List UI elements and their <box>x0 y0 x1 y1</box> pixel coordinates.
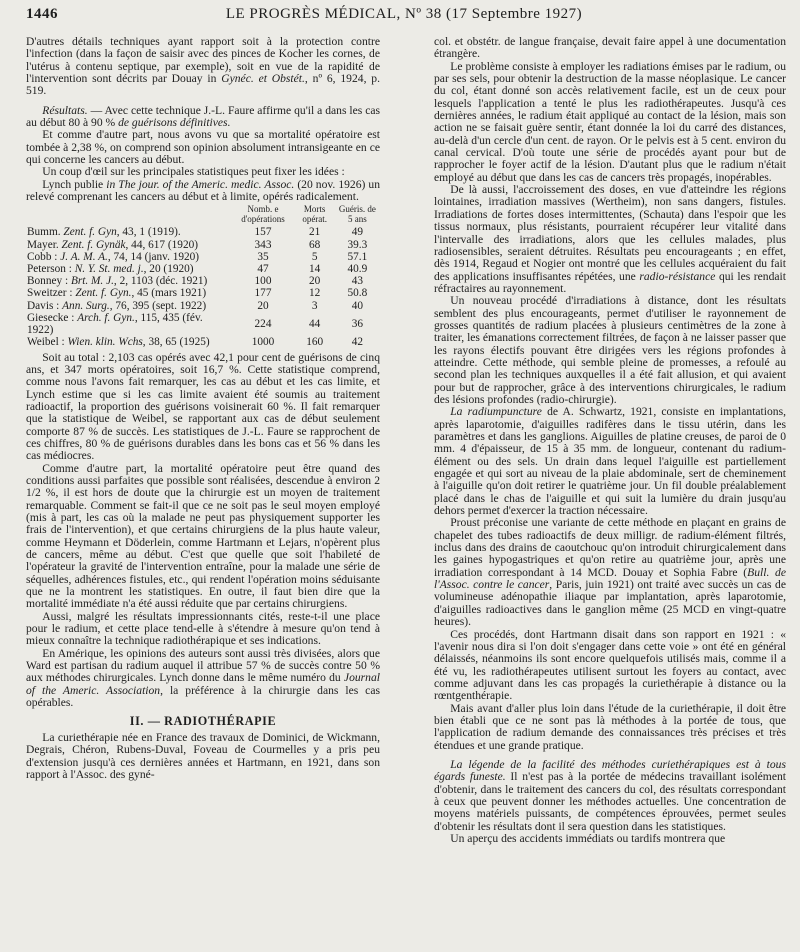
paragraph: Proust préconise une variante de cette méthode en plaçant en grains de chapelet des tubes radioactifs de deux milligr. de radium-élément filtrés, inclus dans des drains de caoutchouc qu'on introduit chirurgicalement dans les gaines hypogastriques et qu'on retire au quatrième jour, après une irradiation correspondant à 14 MCD. Douay et Sophia Fabre (Bull. de l'Assoc. contre le cancer, Paris, juin 1921) ont traité avec succès un cas de volumineuse adénopathie iliaque par implantation, après laparotomie, d'aiguilles radioactives dans le ganglion même (25 MCD en vingt-quatre heures). <box>434 516 786 629</box>
table-row <box>26 287 380 299</box>
paragraph: Lynch publie in The jour. of the Americ. medic. Assoc. (20 nov. 1926) un relevé comprenant les cancers au début et à limite, opérés radicalement. <box>26 177 380 204</box>
paragraph: Un coup d'œil sur les principales statistiques peut fixer les idées : <box>42 165 345 179</box>
cures-cell: 42 <box>351 336 363 349</box>
paragraph: Un nouveau procédé d'irradiations à distance, dont les résultats semblent des plus encourageants, permet d'utiliser le rayonnement de grosses quantités de radium placées à plusieurs centimètres de la zone à traiter, les émanations correctement filtrées, de façon à ne laisser passer que les rayons électifs pouvant être dirigées vers les régions profondes à atteindre. Cette méthode, qui semble pleine de promesses, a refoulé au second plan les techniques auxquelles il a été fait allusion, et qui avaient pour but de rapprocher, grâce à des interventions chirurgicales, le radium des lésions profondes (radio-chirurgie). <box>434 294 786 406</box>
reference-cell: Peterson : N. Y. St. med. j., 20 (1920) <box>27 263 194 276</box>
cures-cell: 43 <box>351 275 363 288</box>
paragraph: Comme d'autre part, la mortalité opératoire peut être quand des conditions aussi parfaites que possible sont réalisées, descendue à environ 2 1/2 %, il est hors de doute que la chirurgie est un moyen de traitement remarquable. Comment se fait-il que ce ne soit pas le seul moyen employé (mis à part, les cas où la malade ne peut pas physiquement supporter les frais de l'intervention), et que certains chirurgiens de la plus haute valeur, comme Heymann et Döderlein, comme Hartmann et Lejars, n'opèrent plus de cancers, même au début. C'est que quelle que soit l'habileté de l'opérateur la gravité de l'intervention entraîne, pour la malade une série de séquelles, adhérences fistules, etc., qui rendent l'opération moins séduisante que ne la montrent les statistiques. En outre, il faut bien dire que la mortalité immédiate n'a été aussi réduite que par certains chirurgiens. <box>26 461 380 611</box>
deaths-cell: 12 <box>309 287 321 300</box>
operations-cell: 1000 <box>251 336 275 349</box>
deaths-cell: 68 <box>309 238 321 251</box>
reference-cell: Bonney : Brt. M. J., 2, 1103 (déc. 1921) <box>27 275 208 288</box>
paragraph: En Amérique, les opinions des auteurs sont aussi très divisées, alors que Ward est partisan du radium auquel il attribue 57 % de succès contre 50 % aux méthodes chirurgicales. Lynch donne dans le même numéro du Journal of the Americ. Association, la préférence à la chirurgie dans les cas opérables. <box>26 646 380 710</box>
operations-cell: 100 <box>254 275 272 288</box>
cures-cell: 36 <box>351 317 363 330</box>
paragraph: La radiumpuncture de A. Schwartz, 1921, consiste en implantations, après laparotomie, d'aiguilles radifères dans le tissu utérin, dans les paramètres et dans les ganglions. Aiguilles de platine creuses, de paroi de 0 mm. 4 d'épaisseur, de 15 à 35 mm. de longueur, contenant du radium-élément ou des sels. Un drain dans lequel l'aiguille est partiellement engagée et qui sort au niveau de la plaie abdominale, sert de cheminement à l'aiguille qu'on doit retirer le quatrième jour. Un fil double préalablement placé dans le chas de l'aiguille et qui suit la lumière du drain jusqu'au dehors permet d'exercer la traction nécessaire. <box>434 405 787 518</box>
deaths-cell: 5 <box>311 250 318 263</box>
operations-cell: 157 <box>254 226 272 239</box>
cures-cell: 57.1 <box>347 250 368 263</box>
operations-cell: 20 <box>257 299 269 312</box>
running-head: LE PROGRÈS MÉDICAL, Nº 38 (17 Septembre 1927) <box>225 6 583 22</box>
paragraph: Aussi, malgré les résultats impressionnants cités, reste-t-il une place pour le radium, et cette place tend-elle à s'étendre à mesure qu'on tend à mieux connaître la technique radiothérapique et ses indications. <box>26 609 380 648</box>
cures-cell: 40.9 <box>347 263 368 276</box>
deaths-cell: 14 <box>309 263 321 276</box>
paragraph: Soit au total : 2,103 cas opérés avec 42,1 pour cent de guérisons de cinq ans, et 347 morts opératoires, soit 16,7 %. Cette statistique comprend, comme nous l'avons fait remarquer, les cas au début et les cas limite, et Lynch estime que si les cas limite avaient été soumis au traitement radioactif, la proportion des guérisons voisinerait 60 %. Il fait remarquer que la statistique de Weibel, se rapportant aux cas de début seulement comporte 87 % de succès. Les statistiques de J.-L. Faure se rapprochent de ces chiffres, 80 % de guérisons durables dans les bons cas et 56 % dans les cas médiocres. <box>26 350 380 463</box>
deaths-cell: 160 <box>306 336 324 349</box>
left-column <box>26 36 380 781</box>
operations-cell: 35 <box>257 250 269 263</box>
column-header: Guéris. de 5 ans <box>338 204 376 224</box>
paragraph: D'autres détails techniques ayant rapport soit à la protection contre l'infection (dans la façon de saisir avec des pinces de Kocher les cornes, de l'utérus à contenu septique, par exemple), soit en vue de la rapidité de l'intervention sont décrits par Douay in Gynéc. et Obstét., nº 6, 1924, p. 519. <box>26 35 380 98</box>
table-row <box>26 336 380 348</box>
table-row <box>26 275 380 287</box>
table-row <box>26 312 380 336</box>
table-row <box>26 239 380 251</box>
reference-cell: Cobb : J. A. M. A., 74, 14 (janv. 1920) <box>27 250 200 263</box>
paragraph: De là aussi, l'accroissement des doses, en vue d'atteindre les régions lointaines, irradiation massives (Wertheim), non sans dangers, fistules. Irradiations de fortes doses intermittentes, (Schauta) dans l'espoir que les tissus normaux, plus résistants, pourraient récupérer leur vitalité dans l'intervalle des irradiations, alors que les cellules malades, plus radiosensibles, seraient détruites. Résultats peu encourageants ; en effet, dès 1914, Regaud et Nogier ont montré que les cellules acquéraient du fait des applications insuffisantes répétées, une radio-résistance qui les rendait réfractaires au rayonnement. <box>434 183 786 295</box>
paragraph: Mais avant d'aller plus loin dans l'étude de la curiethérapie, il doit être bien établi que ce ne sont pas là méthodes à la portée de tous, que l'application de radium demande des connaissances très précises et très étendues et une grande pratique. <box>434 701 786 752</box>
deaths-cell: 21 <box>309 226 321 239</box>
deaths-cell: 3 <box>311 299 318 312</box>
page-number: 1446 <box>26 6 58 22</box>
reference-cell: Mayer. Zent. f. Gynäk, 44, 617 (1920) <box>27 238 199 251</box>
statistics-table <box>26 205 380 348</box>
table-header-row <box>26 205 380 226</box>
section-heading: II. — RADIOTHÉRAPIE <box>129 714 277 729</box>
operations-cell: 224 <box>254 317 272 330</box>
page-header <box>26 6 782 30</box>
cures-cell: 50.8 <box>347 287 368 300</box>
paragraph: Ces procédés, dont Hartmann disait dans son rapport en 1921 : « l'avenir nous dira si l'on doit s'engager dans cette voie » ont été en général délaissés, néanmoins ils sont encore quelquefois utilisés mais, comme il a été vu, les radiothérapeutes utilisent surtout les foyers au contact, avec comme adjuvant dans les cas propagés la curiethérapie à distance ou la rœntgenthérapie. <box>434 627 786 703</box>
reference-cell: Weibel : Wien. klin. Wchs, 38, 65 (1925) <box>27 336 210 349</box>
deaths-cell: 20 <box>309 275 321 288</box>
reference-cell: Davis : Ann. Surg., 76, 395 (sept. 1922) <box>27 299 207 312</box>
paragraph: La curiethérapie née en France des travaux de Dominici, de Wickmann, Degrais, Chéron, Rubens-Duval, Foveau de Courmelles y a pris peu d'extension jusqu'à ces dernières années et Hartmann, en 1921, dans son rapport à l'Assoc. des gyné- <box>26 730 380 781</box>
operations-cell: 343 <box>254 238 272 251</box>
table-row <box>26 251 380 263</box>
reference-cell: Bumm. Zent. f. Gyn, 43, 1 (1919). <box>27 226 181 239</box>
paragraph: Résultats. — Avec cette technique J.-L. Faure affirme qu'il a dans les cas au début 80 à 90 % de guérisons définitives. <box>26 103 380 130</box>
column-header: Morts opérat. <box>302 204 328 224</box>
reference-cell: Giesecke : Arch. f. Gyn., 115, 435 (fév. 1922) <box>27 311 203 337</box>
table-row <box>26 300 380 312</box>
reference-cell: Sweitzer : Zent. f. Gyn., 45 (mars 1921) <box>27 287 207 300</box>
paragraph: col. et obstétr. de langue française, devait faire appel à une documentation étrangère. <box>434 35 786 61</box>
paragraph: Le problème consiste à employer les radiations émises par le radium, ou par ses sels, pour obtenir la destruction de la masse néoplasique. Le cancer du col, étant donné son accès relativement facile, est un de ceux pour lesquels l'application a tenté le plus les radiothérapeutes. Jusqu'à ces dernières années, le radium était appliqué au contact de la lésion, mais son action ne se faisait guère sentir, étant donnée la loi du carré des distances, au-delà d'un cercle d'un cent. de rayon. Or le pelvis est à 5 cent. environ du canal cervical. D'où toute une série de procédés ayant pour but de rapprocher le foyer actif de la lésion. D'autant plus que le radium n'était employé au début que dans les cas de cancers très propagés, inopérables. <box>434 59 786 184</box>
paragraph: Un aperçu des accidents immédiats ou tardifs montrera que <box>450 832 726 845</box>
cures-cell: 49 <box>351 226 363 239</box>
column-header: Nomb. e d'opérations <box>241 204 285 224</box>
table-row <box>26 263 380 275</box>
right-column <box>434 36 786 845</box>
cures-cell: 40 <box>351 299 363 312</box>
operations-cell: 177 <box>254 287 272 300</box>
cures-cell: 39.3 <box>347 238 368 251</box>
deaths-cell: 44 <box>309 317 321 330</box>
paragraph: Et comme d'autre part, nous avons vu que sa mortalité opératoire est tombée à 2,38 %, on comprend son opinion absolument intransigeante en ce qui concerne les cancers au début. <box>26 128 380 167</box>
operations-cell: 47 <box>257 263 269 276</box>
paragraph: La légende de la facilité des méthodes curiethérapiques est à tous égards funeste. Il n'est pas à la portée de médecins travaillant isolément d'obtenir, dans le traitement des cancers du col, des résultats correspondant à ceux que peuvent donner les méthodes actuelles. Une concentration de moyens matériels puissants, de compétences éprouvées, permet seules d'obtenir les résultats dont il sera question dans les statistiques. <box>434 757 786 833</box>
table-row <box>26 226 380 238</box>
